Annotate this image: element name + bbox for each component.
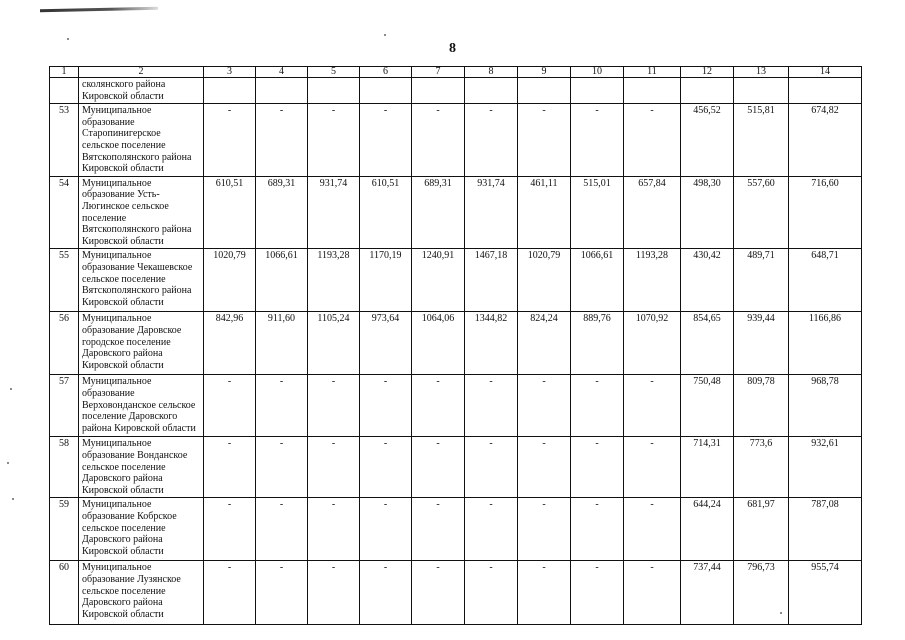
value-cell: 689,31 <box>256 176 308 249</box>
value-cell: 1467,18 <box>465 249 518 312</box>
column-header: 13 <box>734 67 789 78</box>
value-cell: 955,74 <box>789 561 862 625</box>
value-cell: - <box>412 375 465 437</box>
value-cell: 1193,28 <box>308 249 360 312</box>
value-cell: 854,65 <box>681 312 734 375</box>
municipality-name: Муниципальное образование Чекашевское сельское поселение Вятскополянского района Кировской области <box>79 249 204 312</box>
value-cell: 610,51 <box>360 176 412 249</box>
value-cell: - <box>465 437 518 498</box>
value-cell: - <box>256 561 308 625</box>
value-cell: - <box>412 561 465 625</box>
value-cell: 430,42 <box>681 249 734 312</box>
value-cell: 1105,24 <box>308 312 360 375</box>
value-cell: 1240,91 <box>412 249 465 312</box>
municipality-name: Муниципальное образование Усть-Люгинское сельское поселение Вятскополянского района Кировской области <box>79 176 204 249</box>
value-cell: - <box>412 104 465 177</box>
column-header: 5 <box>308 67 360 78</box>
value-cell: 842,96 <box>204 312 256 375</box>
value-cell: 809,78 <box>734 375 789 437</box>
value-cell: - <box>412 437 465 498</box>
value-cell: 498,30 <box>681 176 734 249</box>
value-cell: - <box>308 437 360 498</box>
value-cell: 456,52 <box>681 104 734 177</box>
row-number: 54 <box>50 176 79 249</box>
value-cell: - <box>571 498 624 561</box>
column-header: 9 <box>518 67 571 78</box>
municipality-name: Муниципальное образование Кобрское сельское поселение Даровского района Кировской области <box>79 498 204 561</box>
value-cell: - <box>571 375 624 437</box>
value-cell: - <box>360 437 412 498</box>
value-cell: 737,44 <box>681 561 734 625</box>
value-cell: - <box>308 375 360 437</box>
value-cell: - <box>256 498 308 561</box>
row-number: 58 <box>50 437 79 498</box>
municipality-name: Муниципальное образование Лузянское сельское поселение Даровского района Кировской области <box>79 561 204 625</box>
value-cell: - <box>624 104 681 177</box>
value-cell: 1064,06 <box>412 312 465 375</box>
value-cell: - <box>465 104 518 177</box>
value-cell: 1066,61 <box>571 249 624 312</box>
value-cell: - <box>256 375 308 437</box>
value-cell: - <box>204 498 256 561</box>
row-number <box>50 78 79 104</box>
value-cell <box>360 78 412 104</box>
table-row <box>50 561 862 625</box>
value-cell: - <box>308 104 360 177</box>
table-row <box>50 249 862 312</box>
value-cell <box>571 78 624 104</box>
value-cell: - <box>256 437 308 498</box>
value-cell: 689,31 <box>412 176 465 249</box>
value-cell: 714,31 <box>681 437 734 498</box>
table-row <box>50 312 862 375</box>
value-cell: - <box>624 561 681 625</box>
value-cell: 973,64 <box>360 312 412 375</box>
table-row <box>50 176 862 249</box>
value-cell <box>256 78 308 104</box>
value-cell: - <box>571 104 624 177</box>
municipality-name: сколянского района Кировской области <box>79 78 204 104</box>
value-cell <box>624 78 681 104</box>
column-header: 7 <box>412 67 465 78</box>
value-cell: - <box>518 498 571 561</box>
scan-speck <box>10 388 12 390</box>
scan-speck <box>384 34 386 36</box>
row-number: 55 <box>50 249 79 312</box>
value-cell: 648,71 <box>789 249 862 312</box>
value-cell: - <box>360 104 412 177</box>
column-header: 3 <box>204 67 256 78</box>
value-cell <box>308 78 360 104</box>
value-cell <box>518 78 571 104</box>
value-cell: 610,51 <box>204 176 256 249</box>
column-header: 8 <box>465 67 518 78</box>
value-cell: - <box>518 375 571 437</box>
scan-artifact-stroke <box>40 7 158 12</box>
value-cell: 515,81 <box>734 104 789 177</box>
row-number: 53 <box>50 104 79 177</box>
value-cell: 911,60 <box>256 312 308 375</box>
page-number: 8 <box>449 41 456 56</box>
value-cell <box>681 78 734 104</box>
value-cell: - <box>204 561 256 625</box>
value-cell: - <box>204 104 256 177</box>
value-cell: 716,60 <box>789 176 862 249</box>
value-cell: 489,71 <box>734 249 789 312</box>
value-cell: - <box>204 437 256 498</box>
column-header: 11 <box>624 67 681 78</box>
municipality-name: Муниципальное образование Верховонданское сельское поселение Даровского района Кировской области <box>79 375 204 437</box>
table-header-row <box>50 67 862 78</box>
value-cell: 1170,19 <box>360 249 412 312</box>
value-cell: - <box>360 498 412 561</box>
value-cell <box>789 78 862 104</box>
column-header: 12 <box>681 67 734 78</box>
value-cell: - <box>465 561 518 625</box>
column-header: 10 <box>571 67 624 78</box>
value-cell: 681,97 <box>734 498 789 561</box>
value-cell: - <box>256 104 308 177</box>
value-cell <box>734 78 789 104</box>
value-cell: - <box>518 437 571 498</box>
value-cell: 773,6 <box>734 437 789 498</box>
value-cell: 557,60 <box>734 176 789 249</box>
municipality-name: Муниципальное образование Даровское городское поселение Даровского района Кировской области <box>79 312 204 375</box>
value-cell: - <box>360 375 412 437</box>
municipality-name: Муниципальное образование Старопинигерское сельское поселение Вятскополянского района Кировской области <box>79 104 204 177</box>
value-cell: 750,48 <box>681 375 734 437</box>
municipality-name: Муниципальное образование Вонданское сельское поселение Даровского района Кировской области <box>79 437 204 498</box>
table-row <box>50 437 862 498</box>
value-cell: - <box>308 561 360 625</box>
value-cell: 824,24 <box>518 312 571 375</box>
value-cell: - <box>571 437 624 498</box>
value-cell: - <box>360 561 412 625</box>
table-row <box>50 498 862 561</box>
value-cell: - <box>518 104 571 177</box>
column-header: 14 <box>789 67 862 78</box>
column-header: 6 <box>360 67 412 78</box>
row-number: 59 <box>50 498 79 561</box>
value-cell: - <box>624 437 681 498</box>
value-cell: 515,01 <box>571 176 624 249</box>
table-row <box>50 78 862 104</box>
value-cell: 1070,92 <box>624 312 681 375</box>
value-cell <box>465 78 518 104</box>
value-cell: 644,24 <box>681 498 734 561</box>
value-cell: - <box>204 375 256 437</box>
value-cell: 931,74 <box>308 176 360 249</box>
value-cell: 1344,82 <box>465 312 518 375</box>
table-row <box>50 375 862 437</box>
column-header: 1 <box>50 67 79 78</box>
value-cell: - <box>571 561 624 625</box>
column-header: 2 <box>79 67 204 78</box>
value-cell: - <box>465 498 518 561</box>
value-cell: 1020,79 <box>204 249 256 312</box>
table-row <box>50 104 862 177</box>
value-cell: - <box>412 498 465 561</box>
value-cell <box>412 78 465 104</box>
value-cell: 796,73 <box>734 561 789 625</box>
scan-speck <box>7 462 9 464</box>
value-cell <box>204 78 256 104</box>
value-cell: 932,61 <box>789 437 862 498</box>
table-body <box>50 78 862 625</box>
value-cell: - <box>624 498 681 561</box>
value-cell: 461,11 <box>518 176 571 249</box>
value-cell: - <box>624 375 681 437</box>
scan-speck <box>12 498 14 500</box>
value-cell: 1193,28 <box>624 249 681 312</box>
row-number: 56 <box>50 312 79 375</box>
value-cell: 787,08 <box>789 498 862 561</box>
data-table <box>49 66 862 625</box>
row-number: 60 <box>50 561 79 625</box>
value-cell: 1020,79 <box>518 249 571 312</box>
value-cell: - <box>465 375 518 437</box>
value-cell: 657,84 <box>624 176 681 249</box>
column-header: 4 <box>256 67 308 78</box>
row-number: 57 <box>50 375 79 437</box>
value-cell: 1166,86 <box>789 312 862 375</box>
value-cell: - <box>308 498 360 561</box>
value-cell: - <box>518 561 571 625</box>
value-cell: 968,78 <box>789 375 862 437</box>
value-cell: 931,74 <box>465 176 518 249</box>
value-cell: 1066,61 <box>256 249 308 312</box>
value-cell: 674,82 <box>789 104 862 177</box>
value-cell: 889,76 <box>571 312 624 375</box>
scan-speck <box>67 38 69 40</box>
value-cell: 939,44 <box>734 312 789 375</box>
